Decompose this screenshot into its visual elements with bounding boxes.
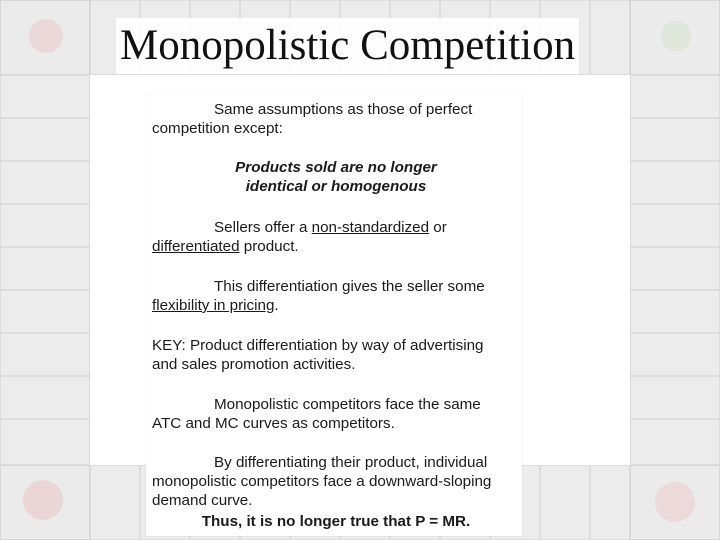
paragraph-key: KEY: Product differentiation by way of advertising and sales promotion activities. [152,337,484,373]
paragraph-conclusion: Thus, it is no longer true that P = MR. [201,513,471,530]
board-corner-top-left [0,0,90,75]
board-corner-bottom-left [0,465,90,540]
slide-title: Monopolistic Competition [116,18,579,74]
paragraph-assumptions: Same assumptions as those of perfect competition except: [152,101,473,137]
content-panel [146,94,522,536]
paragraph-differentiation: This differentiation gives the seller some flexibility in pricing. [152,278,485,314]
paragraph-sellers: Sellers offer a non-standardized or differentiated product. [152,219,447,255]
board-corner-top-right [630,0,720,75]
paragraph-products: Products sold are no longer identical or homogenous [235,159,437,195]
paragraph-demand: By differentiating their product, individual monopolistic competitors face a downward-sloping demand curve. [152,454,492,509]
board-corner-bottom-right [630,465,720,540]
paragraph-competitors: Monopolistic competitors face the same ATC and MC curves as competitors. [152,396,481,432]
